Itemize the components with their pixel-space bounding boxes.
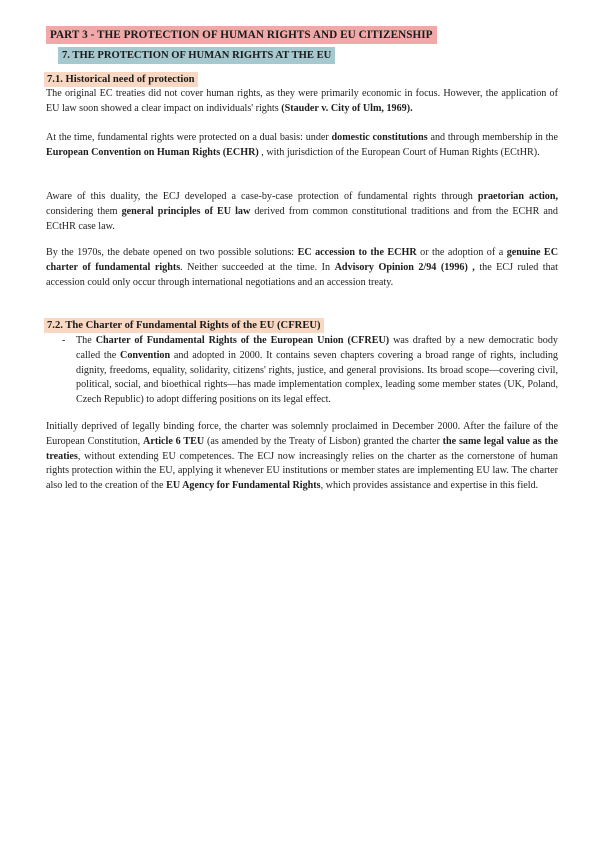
bold-term: genuine EC charter of fundamental rights <box>46 247 559 273</box>
paragraph-dual-basis <box>46 131 558 161</box>
bullet-dash: - <box>62 335 66 346</box>
text-run: was drafted by a new democratic body called the <box>76 335 558 361</box>
text-run: and adopted in 2000. It contains seven chapters covering a broad range of rights, including dignity, freedoms, equality, solidarity, citizens' rights, justice, and general provisions. Its broad scope—covering civil, political, social, and bioethical rights—has made implementation complex, leading some member states (UK, Poland, Czech Republic) to adopt differing positions on its legal effect. <box>76 349 558 406</box>
text-run: derived from common constitutional traditions and from the ECHR and ECtHR case law. <box>46 205 558 232</box>
text-run: , without extending EU competences. The ECJ now increasingly relies on the charter as the cornerstone of human rights protection within the EU, applying it whenever EU institutions or member states are implementing EU law. The charter also led to the creation of the <box>46 450 558 492</box>
paragraph-charter-legal-value <box>46 420 558 494</box>
text-run: , with jurisdiction of the European Court of Human Rights (ECtHR). <box>258 146 540 158</box>
paragraph-1970s-debate <box>46 246 558 290</box>
bold-term: EC accession to the ECHR <box>297 247 417 258</box>
bold-term: the same legal value as the treaties <box>46 435 558 462</box>
text-run: considering them <box>46 205 122 217</box>
bold-term: European Convention on Human Rights (ECHR) <box>46 146 259 158</box>
bold-term: Convention <box>120 349 171 361</box>
bold-term: Article 6 TEU <box>143 435 205 447</box>
text-run: By the 1970s, the debate opened on two possible solutions: <box>46 247 298 258</box>
text-run: and through membership in the <box>427 132 558 143</box>
text-run: The original EC treaties did not cover human rights, as they were primarily economic in focus. However, the application of EU law soon showed a clear impact on individuals' rights <box>46 88 558 114</box>
chapter-heading: 7. THE PROTECTION OF HUMAN RIGHTS AT THE EU <box>58 47 335 64</box>
text-run: the ECJ ruled that accession could only occur through international negotiations and an accession treaty. <box>46 261 558 288</box>
text-run: (as amended by the Treaty of Lisbon) granted the charter <box>204 435 443 447</box>
bold-term: domestic constitutions <box>331 132 428 143</box>
bold-term: praetorian action, <box>477 191 558 202</box>
bold-term: Charter of Fundamental Rights of the European Union (CFREU) <box>95 335 390 346</box>
bold-term: general principles of EU law <box>121 205 251 217</box>
section-heading-7-2: 7.2. The Charter of Fundamental Rights of the EU (CFREU) <box>44 318 324 333</box>
case-reference: (Stauder v. City of Ulm, 1969). <box>281 102 413 114</box>
bullet-list-item <box>62 334 558 408</box>
bold-term: EU Agency for Fundamental Rights <box>166 480 321 492</box>
text-run: , which provides assistance and expertise in this field. <box>320 480 539 492</box>
text-run: Aware of this duality, the ECJ developed a case-by-case protection of fundamental rights through <box>46 191 478 202</box>
part-heading: PART 3 - THE PROTECTION OF HUMAN RIGHTS AND EU CITIZENSHIP <box>46 26 437 44</box>
paragraph-treaties <box>46 87 558 117</box>
bold-term: Advisory Opinion 2/94 (1996) , <box>334 261 475 273</box>
text-run: or the adoption of a <box>416 247 507 258</box>
bullet-text <box>76 334 558 408</box>
section-heading-7-1: 7.1. Historical need of protection <box>44 72 198 87</box>
text-run: Initially deprived of legally binding force, the charter was solemnly proclaimed in December 2000. After the failure of the European Constitution, <box>46 421 558 447</box>
paragraph-ecj-protection <box>46 190 558 234</box>
text-run: . Neither succeeded at the time. In <box>180 261 335 273</box>
text-run: At the time, fundamental rights were protected on a dual basis: under <box>46 132 332 143</box>
text-run: The <box>76 335 96 346</box>
